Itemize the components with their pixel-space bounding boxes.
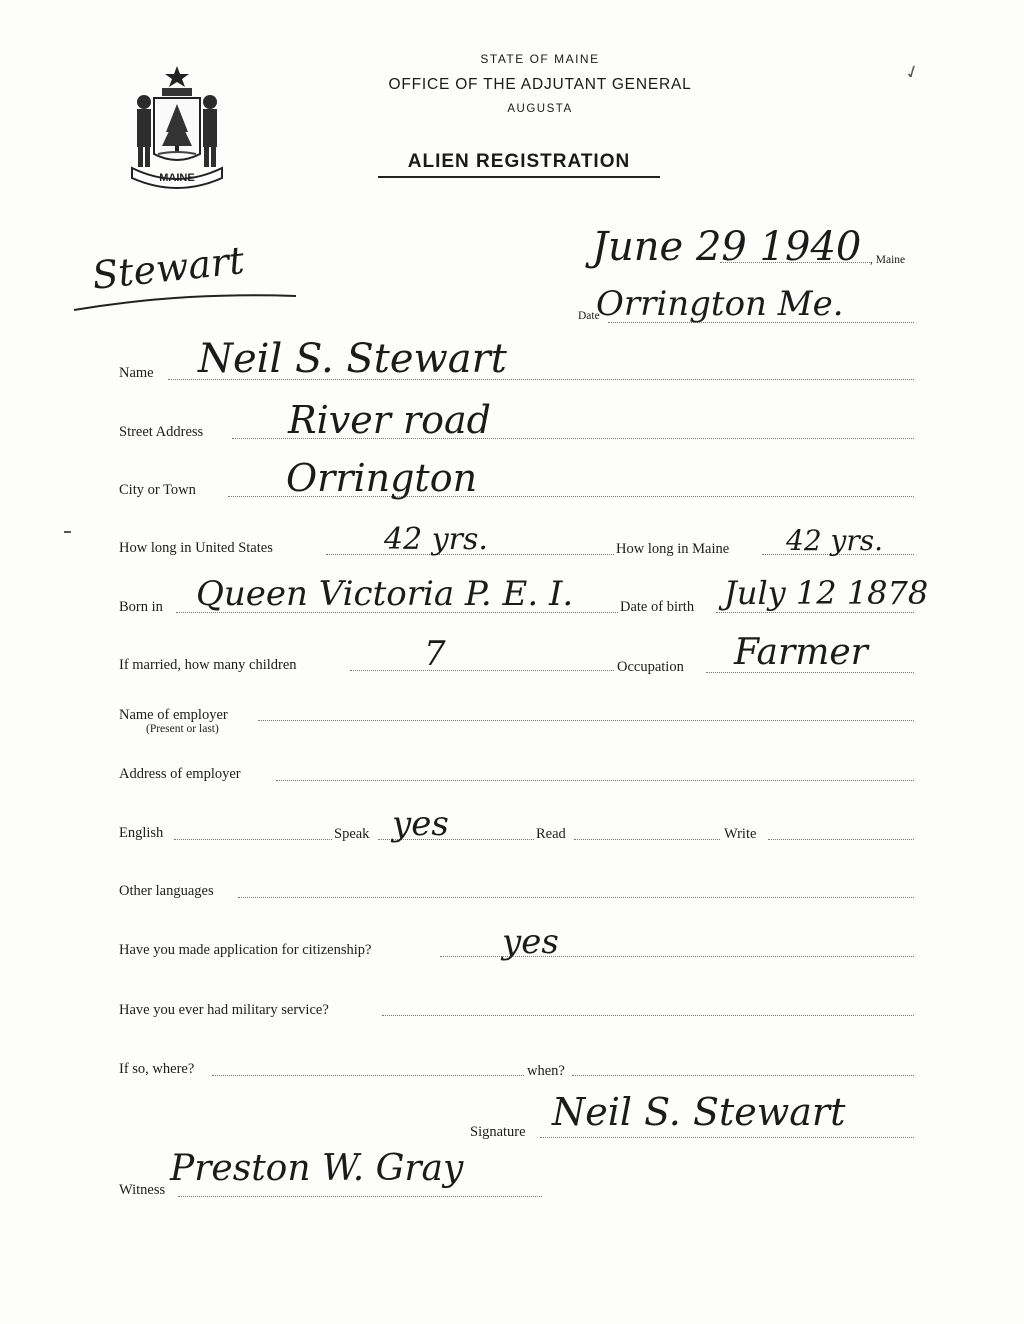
employer-name-line <box>258 720 914 721</box>
speak-value: yes <box>392 804 449 844</box>
maine-state-seal-icon <box>118 62 236 192</box>
maine-label: , Maine <box>870 254 906 266</box>
state-heading: STATE OF MAINE <box>480 52 600 66</box>
how-long-maine-label: How long in Maine <box>616 541 730 557</box>
employer-note: (Present or last) <box>146 723 219 735</box>
write-line <box>768 839 914 840</box>
form-title: ALIEN REGISTRATION <box>378 151 660 178</box>
margin-mark <box>64 531 71 533</box>
city-value: Orrington <box>286 456 478 500</box>
when-line <box>572 1075 914 1076</box>
witness-value: Preston W. Gray <box>170 1148 464 1189</box>
how-long-maine-value: 42 yrs. <box>786 524 884 557</box>
children-line <box>350 670 614 671</box>
witness-label: Witness <box>119 1182 166 1198</box>
born-in-label: Born in <box>119 599 163 615</box>
citizenship-value: yes <box>502 922 559 962</box>
signature-line <box>540 1137 914 1138</box>
citizenship-label: Have you made application for citizenship? <box>119 942 372 958</box>
street-address-value: River road <box>288 398 491 442</box>
read-line <box>574 839 720 840</box>
city-heading: AUGUSTA <box>507 103 573 115</box>
occupation-value: Farmer <box>734 632 868 673</box>
english-line <box>174 839 332 840</box>
military-service-line <box>382 1015 914 1016</box>
surname-note: Stewart <box>90 238 247 298</box>
signature-label: Signature <box>470 1124 526 1140</box>
read-label: Read <box>536 826 566 842</box>
witness-line <box>178 1196 542 1197</box>
date-of-birth-line <box>716 612 914 613</box>
military-service-label: Have you ever had military service? <box>119 1002 329 1018</box>
check-mark-icon: ✓ <box>901 60 923 85</box>
write-label: Write <box>724 826 757 842</box>
date-label: Date <box>578 310 600 322</box>
other-languages-label: Other languages <box>119 883 214 899</box>
children-value: 7 <box>424 634 446 674</box>
other-languages-line <box>238 897 914 898</box>
employer-address-label: Address of employer <box>119 766 241 782</box>
where-label: If so, where? <box>119 1061 195 1077</box>
when-label: when? <box>527 1063 565 1079</box>
city-label: City or Town <box>119 482 196 498</box>
seal-motto: MAINE <box>159 172 195 184</box>
children-label: If married, how many children <box>119 657 297 673</box>
name-value: Neil S. Stewart <box>198 336 507 382</box>
where-line <box>212 1075 524 1076</box>
born-in-value: Queen Victoria P. E. I. <box>196 574 574 614</box>
employer-address-line <box>276 780 914 781</box>
how-long-us-value: 42 yrs. <box>384 522 488 557</box>
speak-label: Speak <box>334 826 370 842</box>
english-label: English <box>119 825 164 841</box>
town-value: Orrington Me. <box>596 284 844 324</box>
surname-underline <box>70 290 300 316</box>
office-heading: OFFICE OF THE ADJUTANT GENERAL <box>388 76 692 93</box>
date-value: June 29 1940 <box>592 224 862 270</box>
date-of-birth-label: Date of birth <box>620 599 695 615</box>
street-address-label: Street Address <box>119 424 204 440</box>
date-of-birth-value: July 12 1878 <box>724 574 929 612</box>
name-label: Name <box>119 365 154 381</box>
date-line <box>720 262 870 263</box>
employer-name-label: Name of employer <box>119 707 228 723</box>
how-long-us-label: How long in United States <box>119 540 273 556</box>
occupation-label: Occupation <box>617 659 684 675</box>
signature-value: Neil S. Stewart <box>552 1090 846 1134</box>
